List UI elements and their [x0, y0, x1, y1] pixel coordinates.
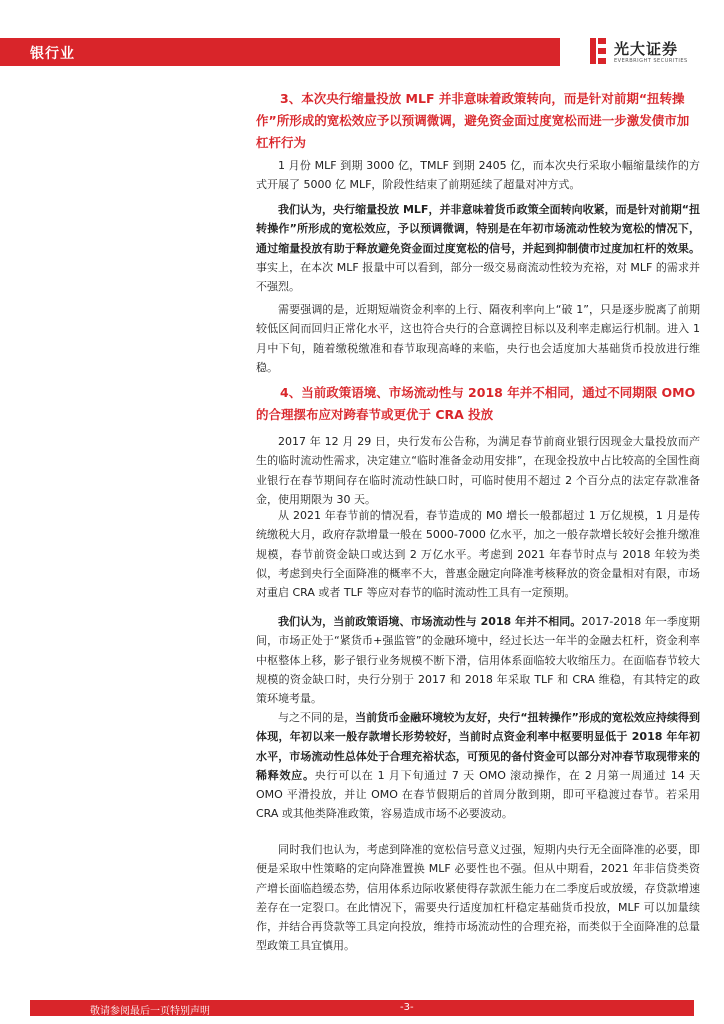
section-heading: 3、本次央行缩量投放 MLF 并非意味着政策转向，而是针对前期“扭转操作”所形成的宽松效应予以预调微调，避免资金面过度宽松而进一步激发债市加杠杆行为 [256, 91, 690, 150]
paragraph-text: 央行可以在 1 月下旬通过 7 天 OMO 滚动操作，在 2 月第一周通过 14 天 OMO 平滑投放，并让 OMO 在春节假期后的首周分散到期，即可平稳渡过春节。若采用 CRA 或其他类降准政策，容易造成市场不必要波动。 [256, 768, 701, 821]
page-number: -3- [400, 1002, 414, 1013]
paragraph: 从 2021 年春节前的情况看，春节造成的 M0 增长一般都超过 1 万亿规模，1 月是传统缴税大月，政府存款增量一般在 5000-7000 亿水平，加之一般存款增长较好会推升缴准规模，春节前资金缺口或达到 2 万亿水平。考虑到 2021 年春节时点与 2018 年较为类似，考虑到央行全面降准的概率不大，普惠金融定向降准考核释放的资金量相对有限，市场对重启 CRA 或者 TLF 等应对春节的临时流动性工具有一定预期。 [256, 509, 700, 600]
paragraph-text: 与之不同的是， [278, 711, 356, 724]
logo-text-cn: 光大证券 [614, 40, 679, 58]
header-bar [0, 38, 560, 66]
paragraph: 1 月份 MLF 到期 3000 亿，TMLF 到期 2405 亿，而本次央行采取小幅缩量续作的方式开展了 5000 亿 MLF，阶段性结束了前期延续了超量对冲方式。 [256, 159, 700, 192]
paragraph-emphasis: 我们认为，央行缩量投放 MLF，并非意味着货币政策全面转向收紧，而是针对前期“扭转操作”所形成的宽松效应，予以预调微调，特别是在年初市场流动性较为宽松的情况下，通过缩量投放有助于释放避免资金面过度宽松的信号，并起到抑制债市过度加杠杆的效果。 [256, 203, 700, 255]
footer-disclaimer: 敬请参阅最后一页特别声明 [90, 1006, 210, 1017]
section-heading: 4、当前政策语境、市场流动性与 2018 年并不相同，通过不同期限 OMO 的合理摆布应对跨春节或更优于 CRA 投放 [256, 385, 696, 422]
paragraph-emphasis: 当前货币金融环境较为友好，央行“扭转操作”形成的宽松效应持续得到体现，年初以来一般存款增长形势较好，当前时点资金利率中枢要明显低于 2018 年年初水平，市场流动性总体处于合理充裕状态，可预见的备付资金可以部分对冲春节取现带来的稀释效应。 [256, 711, 700, 782]
paragraph [256, 612, 700, 708]
paragraph [256, 200, 700, 296]
paragraph: 同时我们也认为，考虑到降准的宽松信号意义过强，短期内央行无全面降准的必要，即便是采取中性策略的定向降准置换 MLF 必要性也不强。但从中期看，2021 年非信贷类资产增长面临趋缓态势，信用体系边际收紧使得存款派生能力在二季度后或放缓，存贷款增速差存在一定裂口。在此情况下，需要央行适度加杠杆稳定基础货币投放，MLF 可以加量续作，并结合再贷款等工具定向投放，维持市场流动性的合理充裕，而类似于全面降准的总量型政策工具宜慎用。 [256, 843, 700, 953]
paragraph: 需要强调的是，近期短端资金利率的上行、隔夜利率向上“破 1”，只是逐步脱离了前期较低区间而回归正常化水平，这也符合央行的合意调控目标以及利率走廊运行机制。进入 1 月中下旬，随着缴税缴准和春节取现高峰的来临，央行也会适度加大基础货币投放进行维稳。 [256, 303, 700, 374]
industry-label: 银行业 [30, 46, 75, 62]
paragraph-text: 事实上，在本次 MLF 报量中可以看到，部分一级交易商流动性较为充裕，对 MLF 的需求并不强烈。 [256, 260, 700, 294]
logo-text-en: EVERBRIGHT SECURITIES [614, 58, 688, 64]
paragraph: 2017 年 12 月 29 日，央行发布公告称，为满足春节前商业银行因现金大量投放而产生的临时流动性需求，决定建立“临时准备金动用安排”，在现金投放中占比较高的全国性商业银行在春节期间存在临时流动性缺口时，可临时使用不超过 2 个百分点的法定存款准备金，使用期限为 30 天。 [256, 435, 700, 506]
paragraph-emphasis: 我们认为，当前政策语境、市场流动性与 2018 年并不相同。 [278, 615, 582, 628]
paragraph-text: 2017-2018 年一季度期间，市场正处于“紧货币+强监管”的金融环境中，经过长达一年半的金融去杠杆，资金利率中枢整体上移，影子银行业务规模不断下滑，信用体系面临较大收缩压力。在面临春节较大规模的资金缺口时，央行分别于 2017 和 2018 年采取 TLF 和 CRA 维稳，有其特定的政策环境考量。 [256, 615, 700, 706]
logo-icon [588, 36, 608, 66]
brand-logo [588, 36, 708, 70]
paragraph [256, 708, 700, 824]
